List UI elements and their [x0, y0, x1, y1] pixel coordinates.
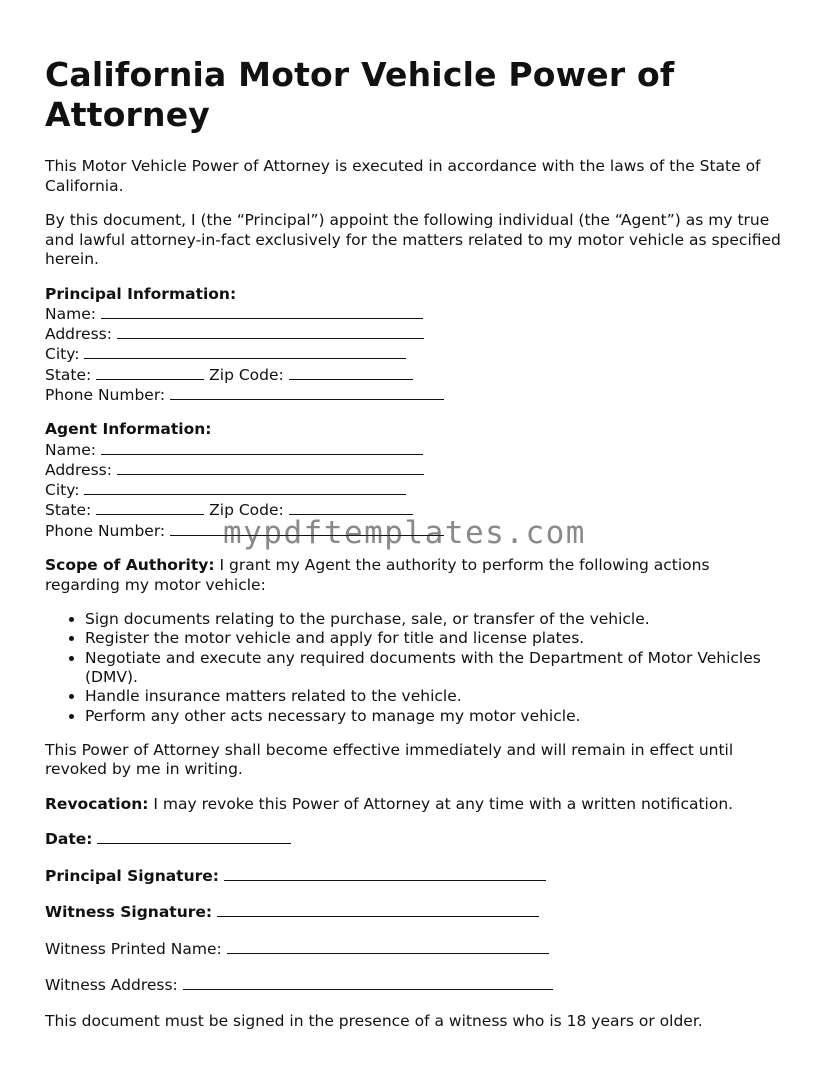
agent-city-field[interactable] [84, 480, 406, 495]
revocation-text: I may revoke this Power of Attorney at any time with a written notification. [148, 794, 734, 813]
agent-phone-field[interactable] [170, 521, 444, 536]
agent-state-field[interactable] [96, 500, 204, 515]
intro-paragraph: This Motor Vehicle Power of Attorney is executed in accordance with the laws of the State of California. [45, 157, 761, 195]
list-item: • Register the motor vehicle and apply for title and license plates. [85, 629, 785, 648]
date-label: Date: [45, 830, 93, 849]
witness-signature-row [45, 902, 785, 923]
principal-name-field[interactable] [101, 304, 423, 319]
principal-address-label: Address: [45, 325, 112, 344]
principal-phone-field[interactable] [170, 385, 444, 400]
effective-paragraph: This Power of Attorney shall become effective immediately and will remain in effect until revoked by me in writing. [45, 740, 734, 779]
appointment-paragraph: By this document, I (the “Principal”) appoint the following individual (the “Agent”) as my true and lawful attorney-in-fact exclusively for the matters related to my motor vehicle as specified herein. [45, 211, 781, 268]
date-row [45, 829, 785, 850]
date-field[interactable] [97, 829, 291, 844]
principal-address-field[interactable] [117, 324, 424, 339]
watermark: mypdftemplates.com [223, 515, 586, 551]
principal-information-section [45, 285, 785, 406]
document-page [45, 55, 785, 1046]
principal-zip-label: Zip Code: [209, 365, 284, 384]
principal-state-label: State: [45, 365, 92, 384]
witness-address-row [45, 975, 785, 996]
agent-name-label: Name: [45, 440, 96, 459]
principal-signature-field[interactable] [224, 866, 546, 881]
revocation-paragraph [45, 795, 785, 815]
witness-signature-label: Witness Signature: [45, 903, 213, 922]
principal-phone-row [45, 385, 785, 405]
agent-address-label: Address: [45, 460, 112, 479]
witness-signature-field[interactable] [217, 902, 539, 917]
list-item: • Negotiate and execute any required documents with the Department of Motor Vehicles (DMV). [85, 649, 785, 688]
principal-city-row [45, 344, 785, 364]
principal-state-field[interactable] [96, 365, 204, 380]
agent-state-label: State: [45, 501, 92, 520]
agent-state-zip-row [45, 500, 785, 520]
principal-city-label: City: [45, 345, 80, 364]
agent-phone-label: Phone Number: [45, 521, 166, 540]
agent-information-section [45, 420, 785, 541]
document-title: California Motor Vehicle Power of Attorney [45, 55, 675, 134]
scope-paragraph [45, 556, 785, 595]
agent-city-label: City: [45, 481, 80, 500]
agent-address-field[interactable] [117, 460, 424, 475]
agent-zip-label: Zip Code: [209, 501, 284, 520]
agent-city-row [45, 480, 785, 500]
scope-text: I grant my Agent the authority to perform the following actions regarding my motor vehicle: [45, 556, 710, 594]
principal-phone-label: Phone Number: [45, 385, 166, 404]
principal-city-field[interactable] [84, 344, 406, 359]
scope-list [45, 610, 785, 726]
principal-name-label: Name: [45, 304, 96, 323]
agent-name-row [45, 440, 785, 460]
principal-information-heading: Principal Information: [45, 284, 237, 303]
agent-address-row [45, 460, 785, 480]
witness-address-label: Witness Address: [45, 976, 178, 995]
witness-printed-name-row [45, 939, 785, 960]
principal-zip-field[interactable] [289, 365, 413, 380]
witness-address-field[interactable] [183, 975, 553, 990]
revocation-heading: Revocation: [45, 794, 149, 813]
principal-address-row [45, 324, 785, 344]
principal-state-zip-row [45, 365, 785, 385]
witness-printed-name-label: Witness Printed Name: [45, 939, 222, 958]
list-item: • Handle insurance matters related to the vehicle. [85, 687, 785, 706]
principal-name-row [45, 304, 785, 324]
list-item: • Perform any other acts necessary to manage my motor vehicle. [85, 707, 785, 726]
scope-heading: Scope of Authority: [45, 556, 215, 575]
agent-phone-row [45, 521, 785, 541]
list-item: • Sign documents relating to the purchase, sale, or transfer of the vehicle. [85, 610, 785, 629]
footer-paragraph: This document must be signed in the presence of a witness who is 18 years or older. [45, 1011, 703, 1030]
witness-printed-name-field[interactable] [227, 939, 549, 954]
agent-zip-field[interactable] [289, 500, 413, 515]
agent-name-field[interactable] [101, 440, 423, 455]
agent-information-heading: Agent Information: [45, 420, 212, 439]
principal-signature-label: Principal Signature: [45, 866, 219, 885]
principal-signature-row [45, 866, 785, 887]
